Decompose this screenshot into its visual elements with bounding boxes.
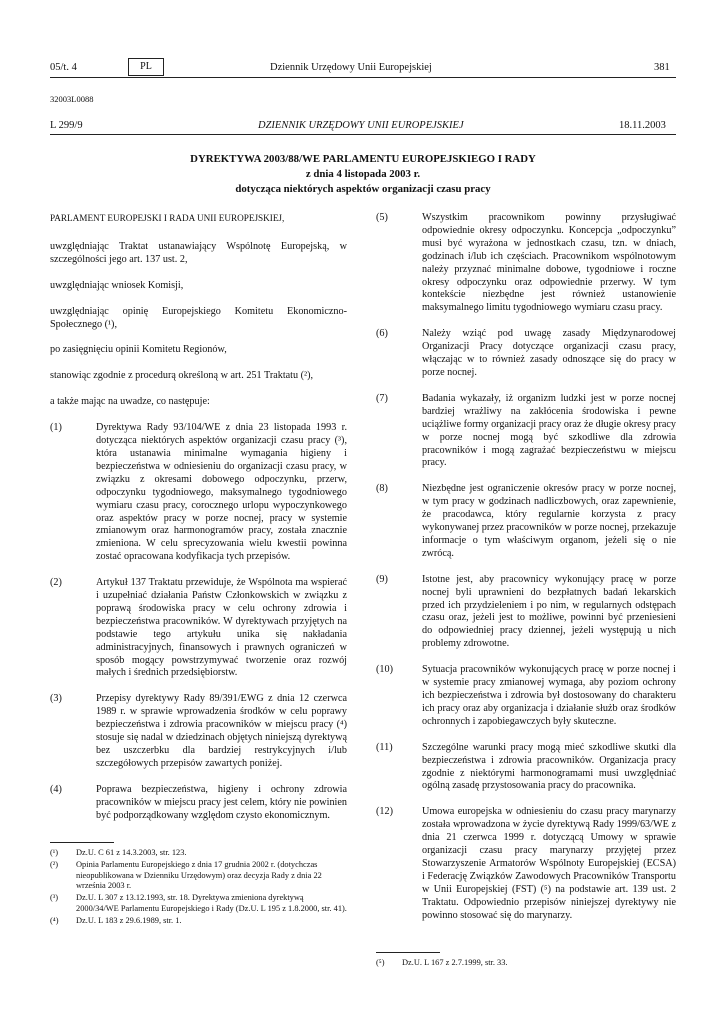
recital-number: (1) xyxy=(50,422,62,434)
preamble-paragraph: po zasięgnięciu opinii Komitetu Regionów, xyxy=(50,344,227,356)
issue-rule xyxy=(50,134,676,135)
footnote-text: Dz.U. L 307 z 13.12.1993, str. 18. Dyrektywa zmieniona dyrektywą 2000/34/WE Parlamentu Europejskiego i Rady (Dz.U. L 195 z 1.8.2000, str. 41). xyxy=(76,893,347,913)
document-title xyxy=(50,152,676,197)
recital xyxy=(376,212,676,315)
footnote-text: Opinia Parlamentu Europejskiego z dnia 17 grudnia 2002 r. (dotychczas nieopublikowana w Dzienniku Urzędowym) oraz decyzja Rady z dnia 22 września 2003 r. xyxy=(76,859,322,891)
recital-number: (7) xyxy=(376,392,388,404)
footnote xyxy=(376,958,676,969)
recital xyxy=(376,393,676,470)
recital-number: (3) xyxy=(50,693,62,705)
preamble-paragraph: a także mając na uwadze, co następuje: xyxy=(50,396,210,408)
recital-text: Umowa europejska w odniesieniu do czasu pracy marynarzy została wprowadzona w życie dyrektywą Rady 1999/63/WE z dnia 21 czerwca 1999 r. dotyczącą Umowy w sprawie organizacji czasu pracy marynarzy przyjętej przez Stowarzyszenie Armatorów Wspólnoty Europejskiej (ECSA) i Federację Związków Zawodowych Pracowników Transportu w Unii Europejskiej (FST) (⁵) na podstawie art. 139 ust. 2 Traktatu. Odpowiednio przepisów niniejszej dyrektywy nie powinno stosować się do marynarzy. xyxy=(422,806,676,921)
journal-title: Dziennik Urzędowy Unii Europejskiej xyxy=(270,62,432,73)
footnote xyxy=(50,893,347,915)
recital-text: Dyrektywa Rady 93/104/WE z dnia 23 listopada 1993 r. dotycząca niektórych aspektów organizacji czasu pracy (³), która ustanawia minimalne wymagania higieny i bezpieczeństwa w odniesieniu do organizacji czasu pracy, w związku z okresami dobowego odpoczynku, przerw, odpoczynku tygodniowego, maksymalnego tygodniowego wymiaru czasu pracy, corocznego urlopu wypoczynkowego oraz aspektów pracy w porze nocnej, pracy w systemie zmianowym oraz harmonogramów pracy, została znacznie zmieniona. W celu sprecyzowania wielu kwestii powinna zostać opracowana kodyfikacja tych przepisów. xyxy=(96,422,347,563)
recital xyxy=(376,328,676,380)
recital-text: Niezbędne jest ograniczenie okresów pracy w porze nocnej, w tym pracy w godzinach nadliczbowych, oraz zapewnienie, że pracodawca, który regularnie korzysta z pracy wykonywanej przez pracowników w porze nocnej, przekazuje informacje o tym właściwym organom, jeżeli się o nie zwrócą. xyxy=(422,483,676,559)
recital xyxy=(50,422,347,564)
footnote xyxy=(50,848,347,859)
recital xyxy=(376,483,676,560)
title-line: dotycząca niektórych aspektów organizacji czasu pracy xyxy=(235,183,491,195)
recital-text: Badania wykazały, iż organizm ludzki jest w porze nocnej bardziej wrażliwy na zakłócenia środowiska i pewne uciążliwe formy organizacji pracy oraz że długie okresy pracy w porze nocnej mogą być szkodliwe dla zdrowia pracowników i mogą zagrażać bezpieczeństwu w miejscu pracy. xyxy=(422,392,676,469)
footnote xyxy=(50,916,347,927)
issue-number: L 299/9 xyxy=(50,120,83,131)
footnote-number: (⁵) xyxy=(376,958,385,967)
preamble-paragraph: uwzględniając wniosek Komisji, xyxy=(50,279,184,291)
footnote-text: Dz.U. C 61 z 14.3.2003, str. 123. xyxy=(76,848,187,857)
footnote-number: (²) xyxy=(50,859,59,869)
recital-text: Poprawa bezpieczeństwa, higieny i ochrony zdrowia pracowników w miejscu pracy jest celem, który nie powinien być podporządkowany względom czysto ekonomicznym. xyxy=(96,783,347,821)
footnote-text: Dz.U. L 183 z 29.6.1989, str. 1. xyxy=(76,915,182,925)
journal-caps: DZIENNIK URZĘDOWY UNII EUROPEJSKIEJ xyxy=(258,120,464,131)
footnote-text: Dz.U. L 167 z 2.7.1999, str. 33. xyxy=(402,958,508,967)
header-rule xyxy=(50,77,676,78)
issue-date: 18.11.2003 xyxy=(619,120,666,131)
recital xyxy=(376,664,676,729)
recital-number: (4) xyxy=(50,783,62,795)
footnote xyxy=(50,860,347,892)
preamble-paragraph: stanowiąc zgodnie z procedurą określoną w art. 251 Traktatu (²), xyxy=(50,370,314,382)
footnote-number: (¹) xyxy=(50,848,59,857)
recital-text: Należy wziąć pod uwagę zasady Międzynarodowej Organizacji Pracy dotyczące organizacji czasu pracy, włączając w to również zasady odnoszące się do pracy w porze nocnej. xyxy=(422,328,676,378)
recital-number: (2) xyxy=(50,577,62,589)
recital xyxy=(376,806,676,922)
footnotes-left xyxy=(50,848,347,928)
language-badge: PL xyxy=(128,58,164,76)
recital xyxy=(376,574,676,651)
recital-text: Istotne jest, aby pracownicy wykonujący pracę w porze nocnej byli uprawnieni do bezpłatnych badań lekarskich przed ich przydzieleniem i po nim, w regularnych odstępach czasu oraz, jeżeli jest to możliwe, powinni być przeniesieni do odpowiedniej pracy dziennej, jeżeli występują u nich problemy zdrowotne. xyxy=(422,573,676,650)
recital-number: (5) xyxy=(376,212,388,223)
recital-number: (11) xyxy=(376,741,393,753)
recital xyxy=(376,742,676,794)
recital-number: (12) xyxy=(376,806,393,818)
recital-number: (6) xyxy=(376,328,388,340)
footnote-rule xyxy=(376,952,440,953)
recital-number: (8) xyxy=(376,483,388,495)
recital-number: (9) xyxy=(376,573,388,585)
page-number: 381 xyxy=(654,62,670,73)
title-line: DYREKTYWA 2003/88/WE PARLAMENTU EUROPEJSKIEGO I RADY xyxy=(190,153,536,165)
title-line: z dnia 4 listopada 2003 r. xyxy=(305,168,421,180)
left-column xyxy=(50,212,347,836)
preamble-paragraph: uwzględniając Traktat ustanawiający Wspólnotę Europejską, w szczególności jego art. 137 ust. 2, xyxy=(50,240,347,265)
recital xyxy=(50,784,347,823)
page-ref: 05/t. 4 xyxy=(50,62,77,73)
preamble-parties: PARLAMENT EUROPEJSKI I RADA UNII EUROPEJSKIEJ, xyxy=(50,213,285,223)
recital-text: Szczególne warunki pracy mogą mieć szkodliwe skutki dla bezpieczeństwa i zdrowia pracowników. Organizacja pracy zgodnie z niektórymi harmonogramami musi uwzględniać ogólną zasadę przystosowania pracy do pracownika. xyxy=(422,741,676,792)
footnotes-right xyxy=(376,958,676,970)
recital-text: Wszystkim pracownikom powinny przysługiwać odpowiednie okresy odpoczynku. Koncepcja „odpoczynku” musi być wyrażona w jednostkach czasu, tzn. w dniach, godzinach i/lub ich częściach. Pracownikom wspólnotowym należy przyznać minimalne dobowe, tygodniowe i roczne okresy odpoczynku oraz odpowiednie przerwy. W tym kontekście niezbędne jest również ustanowienie maksymalnego limitu tygodniowego wymiaru czasu pracy. xyxy=(422,212,676,314)
preamble-paragraph: uwzględniając opinię Europejskiego Komitetu Ekonomiczno-Społecznego (¹), xyxy=(50,305,347,330)
footnote-rule xyxy=(50,842,114,843)
recital-number: (10) xyxy=(376,664,393,676)
recital-text: Przepisy dyrektywy Rady 89/391/EWG z dnia 12 czerwca 1989 r. w sprawie wprowadzenia środków w celu poprawy bezpieczeństwa i zdrowia pracowników w miejscu pracy (⁴) stosuje się nadal w dziedzinach objętych niniejszą dyrektywą bez uszczerbku dla bardziej restrykcyjnych i/lub szczegółowych przepisów zawartych poniżej. xyxy=(96,693,347,769)
recital xyxy=(50,577,347,680)
recital xyxy=(50,693,347,770)
right-column xyxy=(376,212,676,936)
footnote-number: (⁴) xyxy=(50,915,59,925)
recital-text: Sytuacja pracowników wykonujących pracę w porze nocnej i w systemie pracy zmianowej wymaga, aby poziom ochrony ich bezpieczeństwa i zdrowia był dostosowany do charakteru ich pracy oraz aby organizacja i działanie służb oraz środków ochronnych i zapobiegawczych były skuteczne. xyxy=(422,664,676,727)
footnote-number: (³) xyxy=(50,893,59,903)
celex-number: 32003L0088 xyxy=(50,94,94,104)
recital-text: Artykuł 137 Traktatu przewiduje, że Wspólnota ma wspierać i uzupełniać działania Państw Członkowskich w związku z poprawą środowiska pracy w celu ochrony zdrowia i bezpieczeństwa pracowników. W dyrektywach przyjętych na podstawie tego artykułu unika się nakładania administracyjnych, finansowych i prawnych ograniczeń w sposób mogący powstrzymywać tworzenie oraz rozwój małych i średnich przedsiębiorstw. xyxy=(96,577,347,679)
